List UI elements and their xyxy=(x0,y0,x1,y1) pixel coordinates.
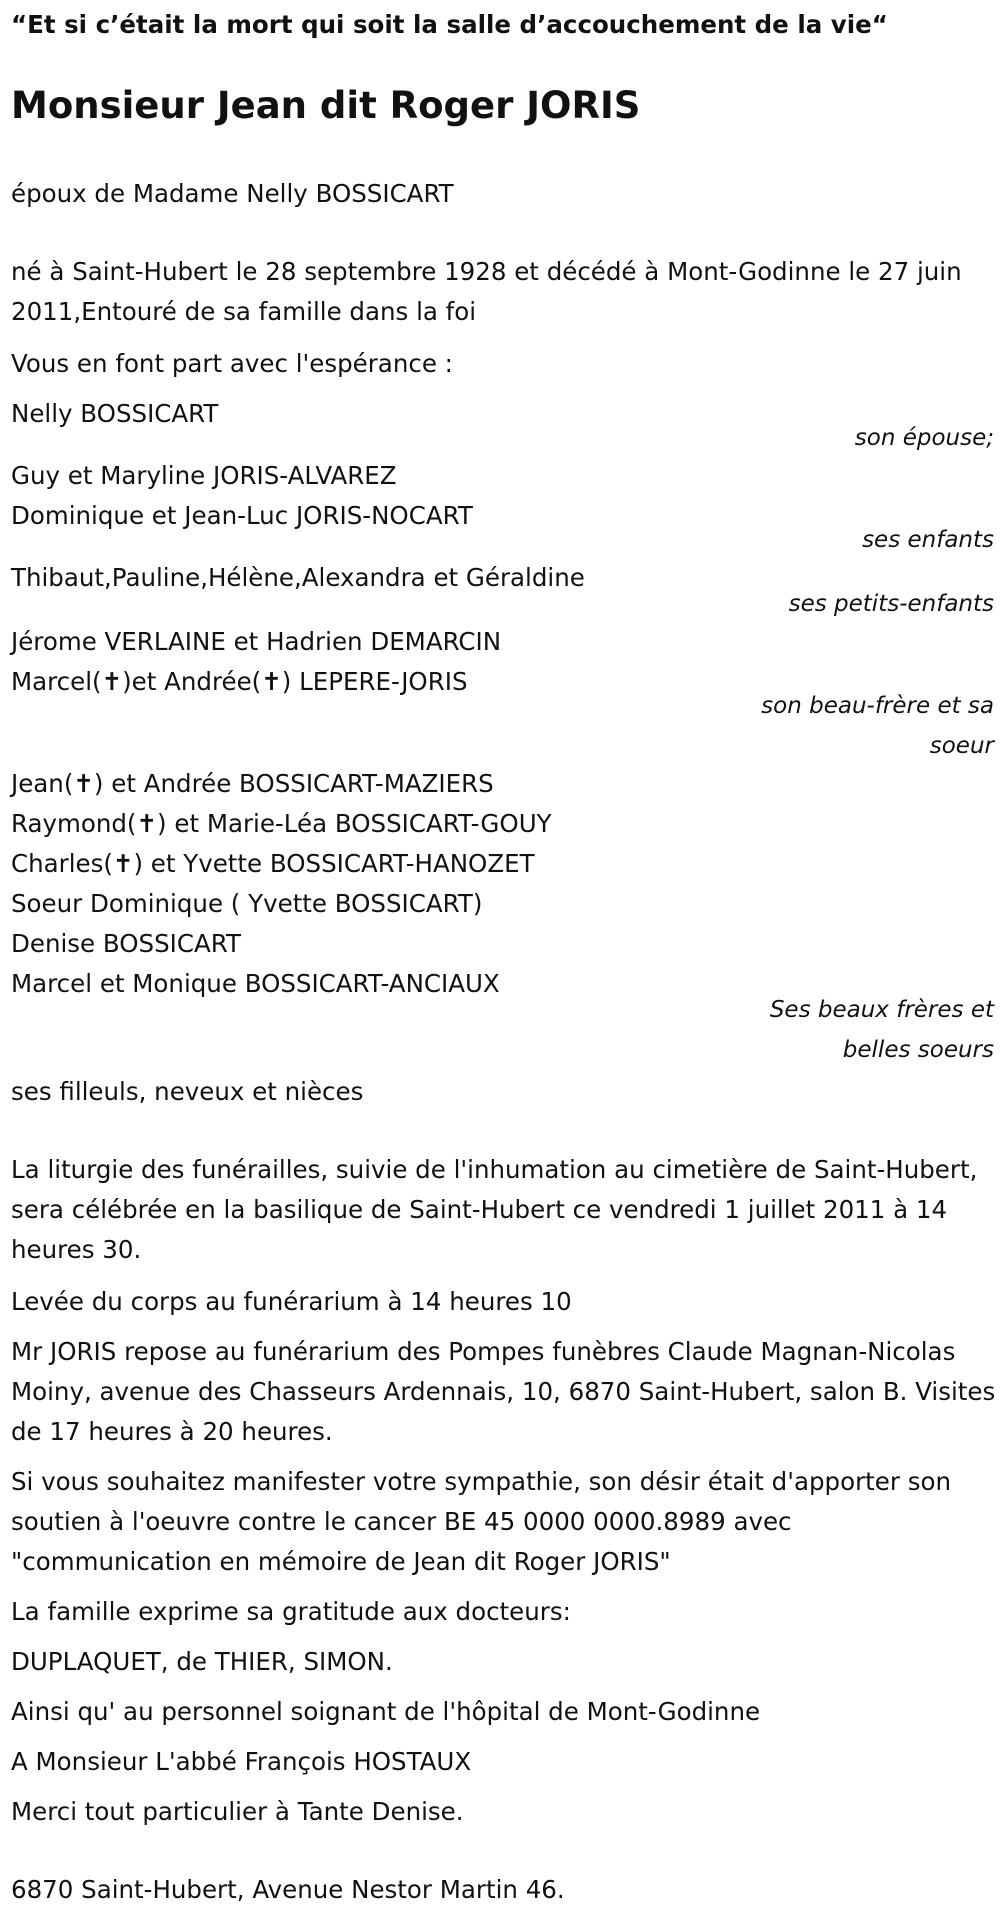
family-group-children-relation: ses enfants xyxy=(862,527,994,553)
family-group-sibling-names xyxy=(11,622,501,702)
abbe-line: A Monsieur L'abbé François HOSTAUX xyxy=(11,1747,472,1776)
doctors-line: DUPLAQUET, de THIER, SIMON. xyxy=(11,1647,393,1676)
family-group-grandchildren-relation: ses petits-enfants xyxy=(788,591,994,617)
thanks-line: Merci tout particulier à Tante Denise. xyxy=(11,1797,464,1826)
family-group-children-names xyxy=(11,456,473,536)
family-group-inlaws-relation: Ses beaux frères et belles soeurs xyxy=(769,997,994,1063)
family-name-line: Marcel et Monique BOSSICART-ANCIAUX xyxy=(11,969,500,998)
family-name-line: Nelly BOSSICART xyxy=(11,399,219,428)
staff-line: Ainsi qu' au personnel soignant de l'hôpital de Mont-Godinne xyxy=(11,1697,761,1726)
birth-death-paragraph: né à Saint-Hubert le 28 septembre 1928 et décédé à Mont-Godinne le 27 juin 2011,Entouré de sa famille dans la foi xyxy=(11,257,962,326)
family-name-line: Denise BOSSICART xyxy=(11,929,241,958)
address-line: 6870 Saint-Hubert, Avenue Nestor Martin 46. xyxy=(11,1875,565,1904)
family-name-line: Marcel(✝)et Andrée(✝) LEPERE-JORIS xyxy=(11,667,468,696)
levee-line: Levée du corps au funérarium à 14 heures 10 xyxy=(11,1287,572,1316)
family-group-spouse-names xyxy=(11,394,218,434)
family-name-line: Thibaut,Pauline,Hélène,Alexandra et Géraldine xyxy=(11,563,585,592)
family-group-inlaws-names xyxy=(11,764,552,1004)
spouse-line: époux de Madame Nelly BOSSICART xyxy=(11,179,454,208)
announcement-line: Vous en font part avec l'espérance : xyxy=(11,349,453,378)
deceased-name-title: Monsieur Jean dit Roger JORIS xyxy=(11,84,641,127)
epigraph-quote: “Et si c’était la mort qui soit la salle d’accouchement de la vie“ xyxy=(11,10,888,39)
family-name-line: Charles(✝) et Yvette BOSSICART-HANOZET xyxy=(11,849,535,878)
family-name-line: Soeur Dominique ( Yvette BOSSICART) xyxy=(11,889,483,918)
gratitude-line: La famille exprime sa gratitude aux docteurs: xyxy=(11,1597,571,1626)
family-group-grandchildren-names xyxy=(11,558,585,598)
family-group-spouse-relation: son épouse; xyxy=(854,425,994,451)
sympathy-paragraph: Si vous souhaitez manifester votre sympathie, son désir était d'apporter son soutien à l'oeuvre contre le cancer BE 45 0000 0000.8989 avec "communication en mémoire de Jean dit Roger JORIS" xyxy=(11,1467,951,1576)
family-name-line: Raymond(✝) et Marie-Léa BOSSICART-GOUY xyxy=(11,809,552,838)
family-group-sibling-relation: son beau-frère et sa soeur xyxy=(761,693,994,759)
family-name-line: Jérome VERLAINE et Hadrien DEMARCIN xyxy=(11,627,502,656)
godchildren-line: ses filleuls, neveux et nièces xyxy=(11,1077,364,1106)
family-name-line: Guy et Maryline JORIS-ALVAREZ xyxy=(11,461,397,490)
family-name-line: Jean(✝) et Andrée BOSSICART-MAZIERS xyxy=(11,769,494,798)
liturgy-paragraph: La liturgie des funérailles, suivie de l'inhumation au cimetière de Saint-Hubert, sera célébrée en la basilique de Saint-Hubert ce vendredi 1 juillet 2011 à 14 heures 30. xyxy=(11,1155,978,1264)
repose-paragraph: Mr JORIS repose au funérarium des Pompes funèbres Claude Magnan-Nicolas Moiny, avenue des Chasseurs Ardennais, 10, 6870 Saint-Hubert, salon B. Visites de 17 heures à 20 heures. xyxy=(11,1337,996,1446)
family-name-line: Dominique et Jean-Luc JORIS-NOCART xyxy=(11,501,473,530)
